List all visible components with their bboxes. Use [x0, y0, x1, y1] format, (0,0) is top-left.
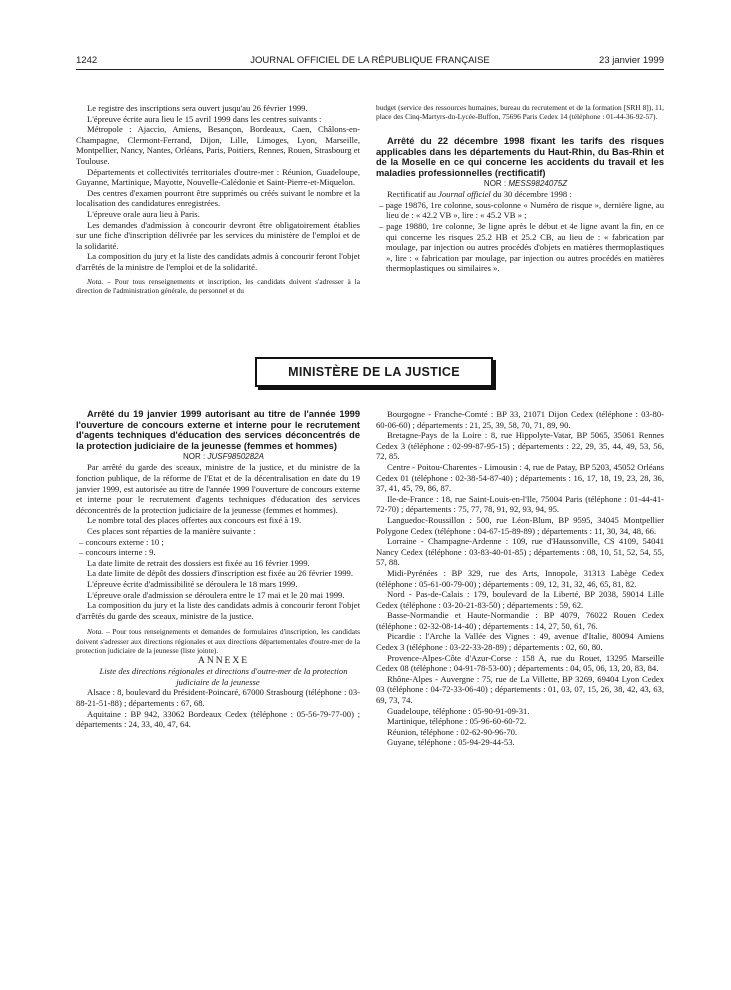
nor-code: MESS9824075Z	[508, 178, 568, 188]
direction-entry: Réunion, téléphone : 02-62-90-96-70.	[387, 726, 518, 737]
issue-date: 23 janvier 1999	[599, 55, 664, 66]
direction-entry: Centre - Poitou-Charentes - Limousin : 4, rue de Patay, BP 5203, 45052 Orléans Cedex 01 (téléphone : 02-38-54-87-40) ; départements : 16, 17, 18, 19, 23, 28, 36, 37, 41, 45, 79, 86, 87.	[376, 461, 664, 494]
nota-label: Nota.	[87, 276, 104, 286]
nota-text: – Pour tous renseignements et demandes de formulaires d'inscription, les candidats doivent s'adresser aux directions régionales et aux directions départementales d'outre-mer de la protection judiciaire de la jeunesse (liste jointe).	[76, 627, 360, 656]
direction-entry: Guyane, téléphone : 05-94-29-44-53.	[387, 737, 515, 748]
bottom-left-column	[76, 409, 360, 730]
rectificatif-intro: Rectificatif au Journal officiel du 30 décembre 1998 :	[387, 189, 572, 200]
paragraph: La composition du jury et la liste des candidats admis à concourir feront l'objet d'arrêtés de la ministre de l'emploi et de la solidarité.	[76, 251, 360, 272]
list-item: – concours interne : 9.	[79, 547, 156, 558]
page-header	[76, 55, 664, 69]
direction-entry: Languedoc-Roussillon : 500, rue Léon-Blum, BP 9595, 34045 Montpellier Polygone Cedex (téléphone : 04-67-15-89-89) ; départements : 11, 30, 34, 48, 66.	[376, 514, 664, 536]
nor-code: JUSF9850282A	[207, 451, 264, 461]
direction-entry: Ile-de-France : 18, rue Saint-Louis-en-l'Ile, 75004 Paris (téléphone : 01-44-41-72-70) ; départements : 75, 77, 78, 91, 92, 93, 94, 95.	[376, 493, 664, 515]
paragraph: La composition du jury et la liste des candidats admis à concourir feront l'objet d'arrêtés du garde des sceaux, ministre de la justice.	[76, 600, 360, 621]
direction-entry: Basse-Normandie et Haute-Normandie : BP 4079, 76022 Rouen Cedex (téléphone : 02-32-08-14-40) ; départements : 14, 27, 50, 61, 76.	[376, 610, 664, 631]
direction-entry: Aquitaine : BP 942, 33062 Bordeaux Cedex (téléphone : 05-56-79-77-00) ; départements : 24, 33, 40, 47, 64.	[76, 708, 360, 730]
direction-entry: Guadeloupe, téléphone : 05-90-91-09-31.	[387, 705, 530, 716]
arrete-title: Arrêté du 19 janvier 1999 autorisant au titre de l'année 1999 l'ouverture de concours externe et interne pour le recrutement d'agents techniques d'éducation des services déconcentrés de la protection judiciaire de la jeunesse (femmes et hommes)	[76, 409, 360, 452]
direction-entry: Lorraine - Champagne-Ardenne : 109, rue d'Haussonville, CS 4109, 54041 Nancy Cedex (téléphone : 03-83-40-01-85) ; départements : 08, 10, 51, 52, 54, 55, 57, 88.	[376, 536, 664, 568]
direction-entry: Picardie : l'Arche la Vallée des Vignes : 49, avenue d'Italie, 80094 Amiens Cedex 3 (téléphone : 03-22-33-28-89) ; départements : 02, 60, 80.	[376, 631, 664, 653]
paragraph: Départements et collectivités territoriales d'outre-mer : Réunion, Guadeloupe, Guyanne, Martinique, Mayotte, Nouvelle-Calédonie et Saint-Pierre-et-Miquelon.	[76, 166, 360, 188]
nota-text: – Pour tous renseignements et inscription, les candidats doivent s'adresser à la direction de l'administration générale, du personnel et du	[76, 276, 360, 295]
annexe-title: ANNEXE	[197, 655, 250, 666]
nota-label: Nota.	[87, 627, 104, 637]
list-item: – concours externe : 10 ;	[79, 536, 164, 547]
paragraph: L'épreuve orale aura lieu à Paris.	[87, 208, 200, 219]
list-item: – page 19880, 1re colonne, 3e ligne après le début et 4e ligne avant la fin, en ce qui concerne les risques 25.2 HB et 25.2 CB, au lieu de : « fabrication par moulage, par injection ou autres procédés d'objets en matières thermoplastiques », lire : « fabrication par moulage, par injection ou autres procédés en matières thermoplastiques ou similaires ».	[379, 221, 664, 274]
continuation-text: budget (service des ressources humaines, bureau du recrutement et de la formation [SRH 8]), 11, place des Cinq-Martyrs-du-Lycée-Buffon, 75696 Paris Cedex 14 (téléphone : 01-44-36-92-57).	[376, 103, 664, 122]
direction-entry: Bourgogne - Franche-Comté : BP 33, 21071 Dijon Cedex (téléphone : 03-80-60-06-60) ; départements : 21, 25, 39, 58, 70, 71, 89, 90.	[376, 409, 664, 430]
paragraph: Les demandes d'admission à concourir devront être obligatoirement établies sur une fiche d'inscription délivrée par les services du ministère de l'emploi et de la solidarité.	[76, 219, 360, 251]
nor-reference	[76, 452, 360, 463]
direction-entry: Nord - Pas-de-Calais : 179, boulevard de la Liberté, BP 2038, 59014 Lille Cedex (téléphone : 03-20-21-83-50) ; départements : 59, 62.	[376, 589, 664, 610]
direction-entry: Provence-Alpes-Côte d'Azur-Corse : 158 A, rue du Rouet, 13295 Marseille Cedex 08 (téléphone : 04-91-78-53-00) ; départements : 04, 05, 06, 13, 20, 83, 84.	[376, 652, 664, 674]
paragraph: La date limite de dépôt des dossiers d'inscription est fixée au 26 février 1999.	[87, 568, 353, 579]
paragraph: L'épreuve écrite d'admissibilité se déroulera le 18 mars 1999.	[87, 578, 298, 589]
paragraph: Ces places sont réparties de la manière suivante :	[87, 525, 256, 536]
paragraph: Le nombre total des places offertes aux concours est fixé à 19.	[87, 515, 302, 526]
paragraph: Des centres d'examen pourront être supprimés ou créés suivant le nombre et la localisation des candidatures enregistrées.	[76, 187, 360, 209]
paragraph: Par arrêté du garde des sceaux, ministre de la justice, et du ministre de la fonction publique, de la réforme de l'Etat et de la décentralisation en date du 19 janvier 1999, est autorisée au titre de l'année 1999 l'ouverture de concours externe et interne pour le recrutement d'agents techniques d'éducation des services déconcentrés de la protection judiciaire de la jeunesse (femmes et hommes).	[76, 462, 360, 515]
nor-label: NOR :	[183, 451, 208, 461]
paragraph: L'épreuve orale d'admission se déroulera entre le 17 mai et le 20 mai 1999.	[87, 589, 345, 600]
nor-label: NOR :	[483, 178, 509, 188]
bottom-right-column	[376, 409, 664, 748]
top-left-column	[76, 103, 360, 295]
ministry-banner: MINISTÈRE DE LA JUSTICE	[255, 357, 493, 387]
direction-entry: Martinique, téléphone : 05-96-60-60-72.	[387, 716, 527, 727]
nota-note	[76, 277, 360, 296]
top-right-column	[376, 103, 664, 274]
annexe-subtitle: Liste des directions régionales et directions d'outre-mer de la protection judiciaire de la jeunesse	[99, 666, 348, 687]
paragraph: Le registre des inscriptions sera ouvert jusqu'au 26 février 1999.	[87, 103, 308, 113]
arrete-title: Arrêté du 22 décembre 1998 fixant les tarifs des risques applicables dans les départements du Haut-Rhin, du Bas-Rhin et de la Moselle en ce qui concerne les accidents du travail et les maladies professionnelles (rectificatif)	[376, 135, 664, 178]
direction-entry: Bretagne-Pays de la Loire : 8, rue Hippolyte-Vatar, BP 5065, 35061 Rennes Cedex 3 (téléphone : 02-99-87-95-15) ; départements : 22, 29, 35, 44, 49, 53, 56, 72, 85.	[376, 430, 664, 462]
paragraph: La date limite de retrait des dossiers est fixée au 16 février 1999.	[87, 557, 310, 568]
header-rule	[76, 69, 664, 70]
direction-entry: Alsace : 8, boulevard du Président-Poincaré, 67000 Strasbourg (téléphone : 03-88-21-51-88) ; départements : 67, 68.	[76, 687, 360, 708]
direction-entry: Midi-Pyrénées : BP 329, rue des Arts, Innopole, 31313 Labège Cedex (téléphone : 05-61-00-79-00) ; départements : 09, 12, 31, 32, 46, 65, 81, 82.	[376, 567, 664, 589]
paragraph: Métropole : Ajaccio, Amiens, Besançon, Bordeaux, Caen, Châlons-en-Champagne, Clermont-Ferrand, Dijon, Lille, Limoges, Lyon, Marseille, Montpellier, Nancy, Nantes, Orléans, Paris, Poitiers, Rennes, Rouen, Strasbourg et Toulouse.	[76, 124, 360, 166]
list-item: – page 19876, 1re colonne, sous-colonne « Numéro de risque », dernière ligne, au lieu de : « 42.2 VB », lire : « 45.2 VB » ;	[379, 199, 664, 221]
nota-note	[76, 627, 360, 655]
paragraph: L'épreuve écrite aura lieu le 15 avril 1999 dans les centres suivants :	[87, 113, 322, 124]
direction-entry: Rhône-Alpes - Auvergne : 75, rue de La Villette, BP 3269, 69404 Lyon Cedex 03 (téléphone : 04-72-33-06-40) ; départements : 01, 03, 07, 15, 26, 38, 42, 43, 63, 69, 73, 74.	[376, 673, 664, 706]
page-number: 1242	[76, 55, 98, 66]
nor-reference	[376, 179, 664, 190]
journal-title: JOURNAL OFFICIEL DE LA RÉPUBLIQUE FRANÇAISE	[250, 55, 490, 66]
